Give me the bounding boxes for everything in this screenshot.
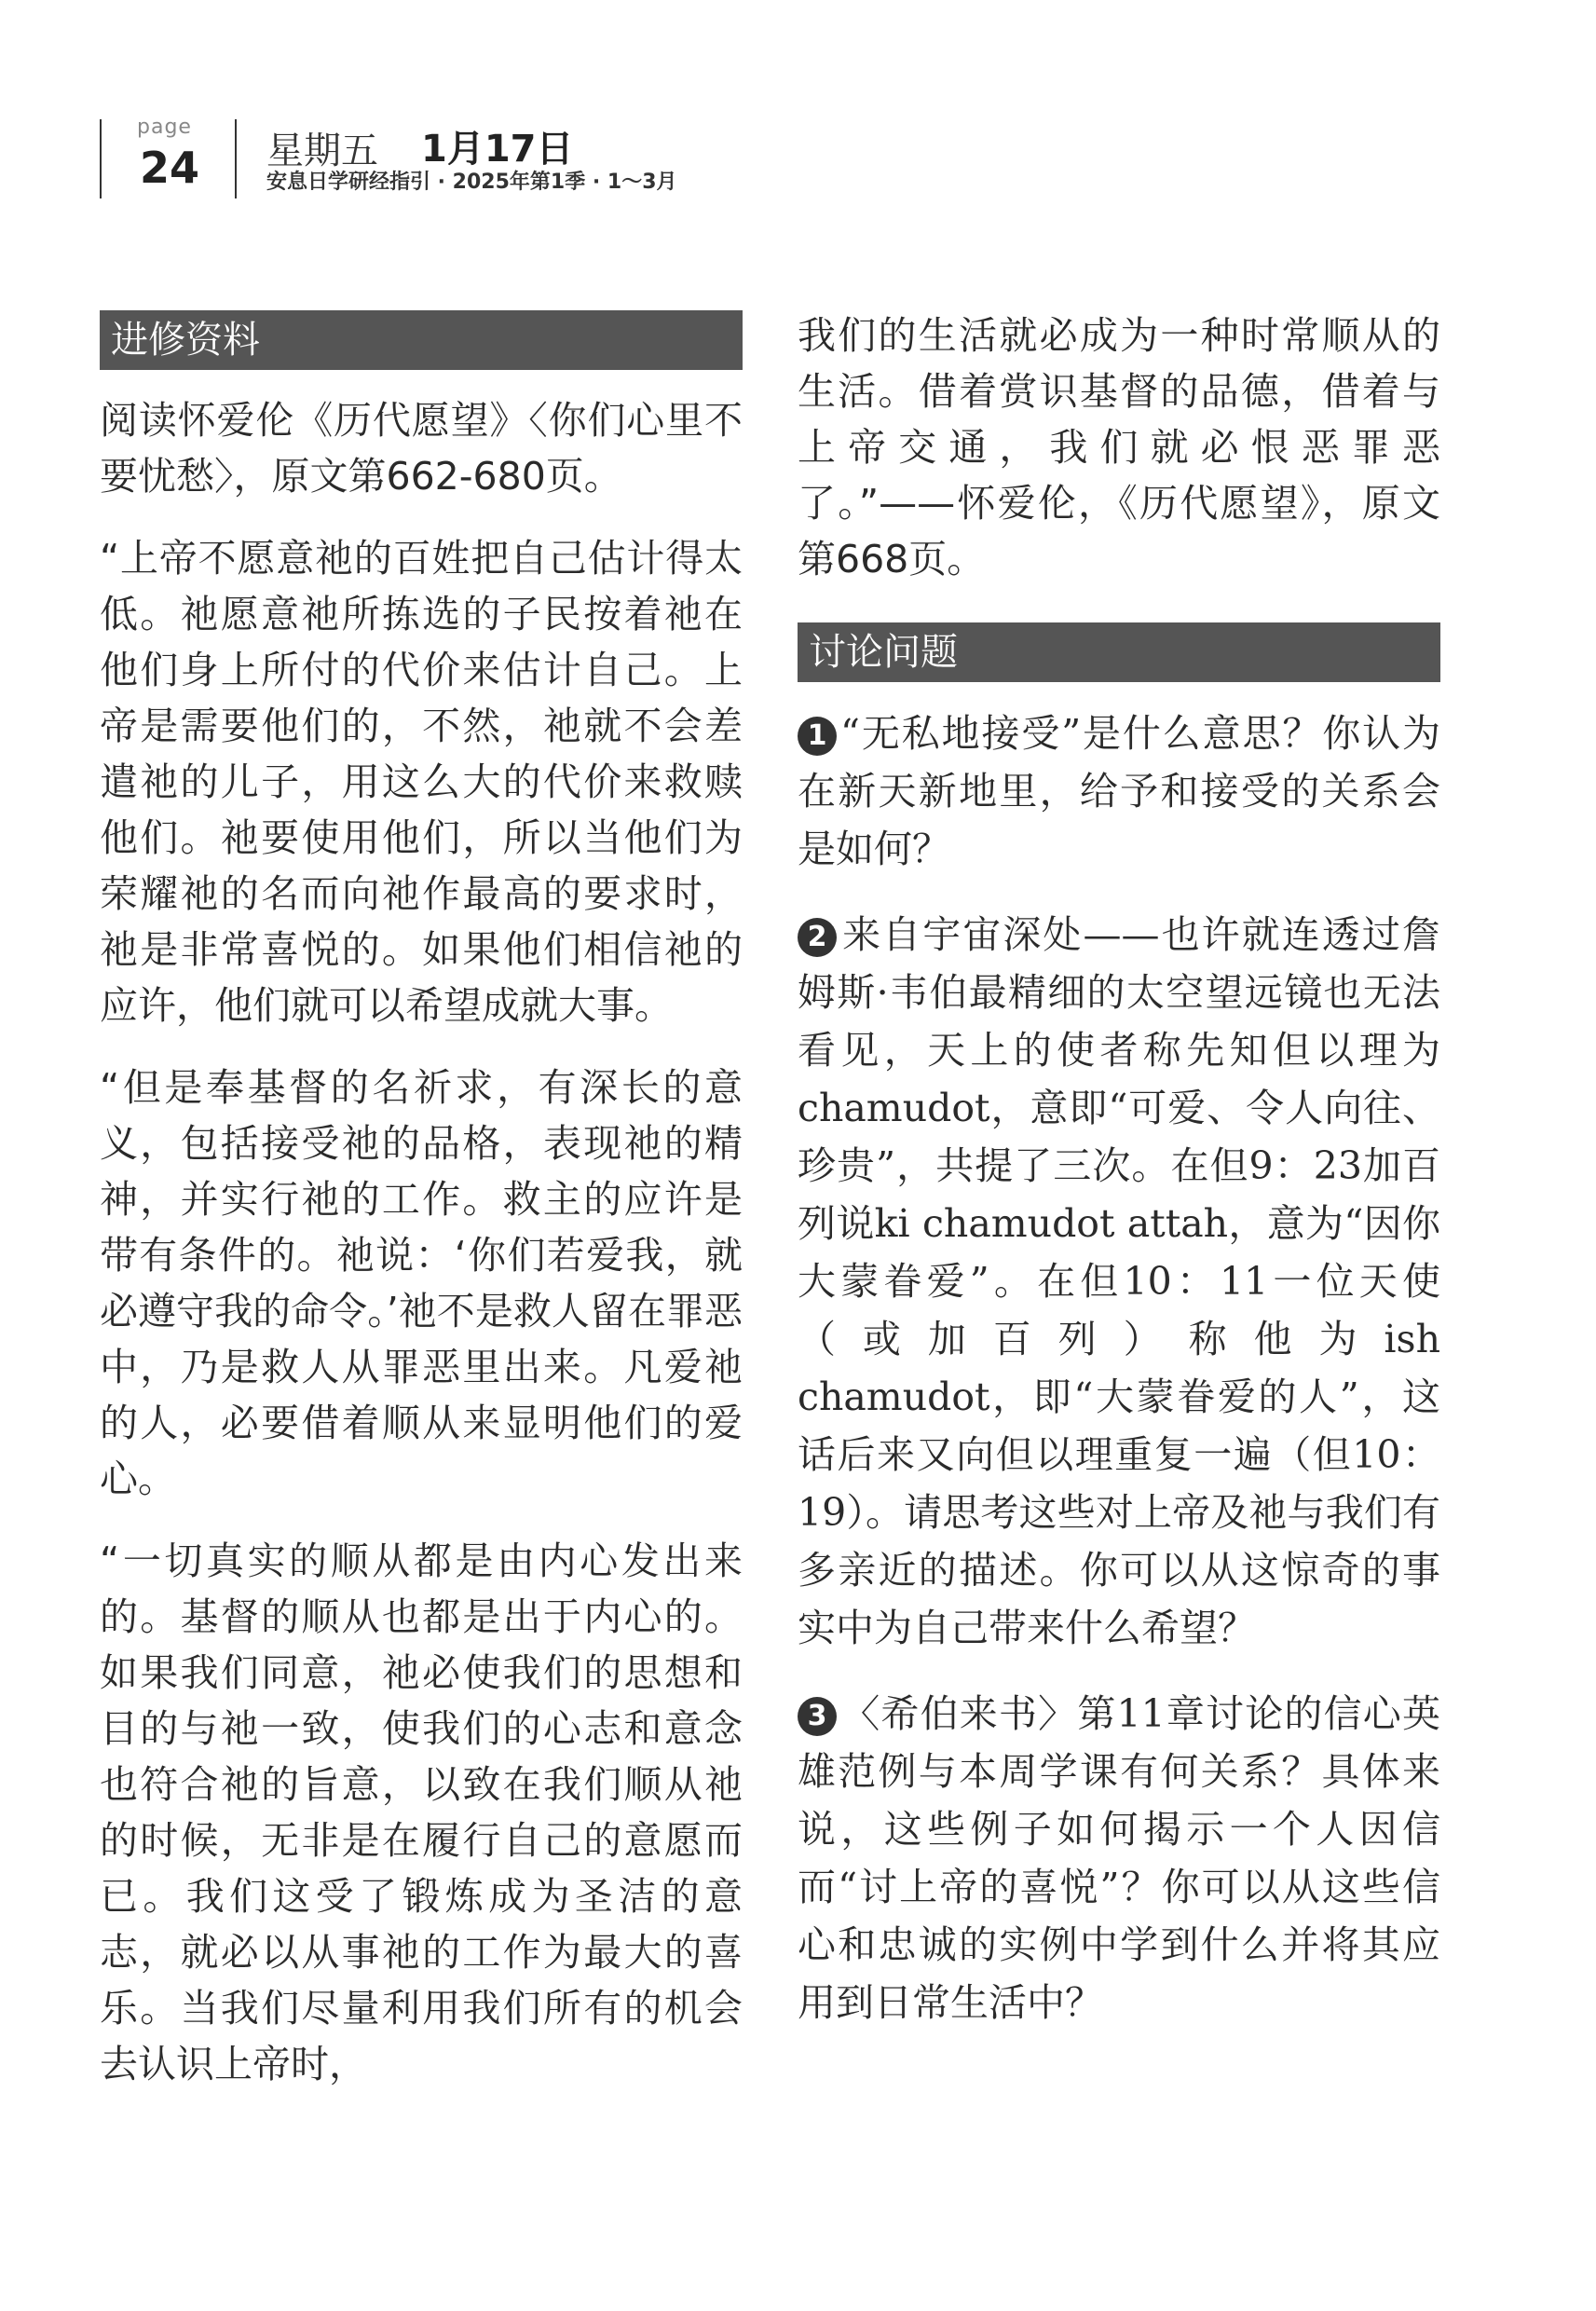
further-study-section xyxy=(100,310,743,2118)
question-number-badge: 3 xyxy=(798,1697,837,1736)
header-divider-right xyxy=(235,119,237,198)
paragraph-continuation: 我们的生活就必成为一种时常顺从的生活。借着赏识基督的品德，借着与上帝交通，我们就必恨恶罪恶了。”——怀爱伦，《历代愿望》，原文第668页。 xyxy=(798,313,1440,581)
paragraph: “一切真实的顺从都是由内心发出来的。基督的顺从也都是出于内心的。如果我们同意，祂必使我们的思想和目的与祂一致，使我们的心志和意念也符合祂的旨意，以致在我们顺从祂的时候，无非是在履行自己的意愿而已。我们这受了锻炼成为圣洁的意志，就必以从事祂的工作为最大的喜乐。当我们尽量利用我们所有的机会去认识上帝时， xyxy=(100,1538,743,2086)
date: 1月17日 xyxy=(421,128,574,171)
right-column xyxy=(798,308,1440,2059)
page-header xyxy=(0,0,1596,214)
question-text: 来自宇宙深处——也许就连透过詹姆斯·韦伯最精细的太空望远镜也无法看见，天上的使者称先知但以理为chamudot，意即“可爱、令人向往、珍贵”，共提了三次。在但9：23加百列说ki chamudot attah，意为“因你大蒙眷爱”。在但10：11一位天使（或加百列）称他为ish chamudot，即“大蒙眷爱的人”，这话后来又向但以理重复一遍（但10：19）。请思考这些对上帝及祂与我们有多亲近的描述。你可以从这惊奇的事实中为自己带来什么希望？ xyxy=(798,912,1440,1650)
question-number-badge: 2 xyxy=(798,918,837,957)
header-subtitle: 安息日学研经指引 · 2025年第1季 · 1～3月 xyxy=(266,171,677,194)
paragraph: “上帝不愿意祂的百姓把自己估计得太低。祂愿意祂所拣选的子民按着祂在他们身上所付的代价来估计自己。上帝是需要他们的，不然，祂就不会差遣祂的儿子，用这么大的代价来救赎他们。祂要使用他们，所以当他们为荣耀祂的名而向祂作最高的要求时，祂是非常喜悦的。如果他们相信祂的应许，他们就可以希望成就大事。 xyxy=(100,536,743,1028)
page-label: page xyxy=(137,116,192,139)
header-divider-left xyxy=(100,119,102,198)
page-number: 24 xyxy=(140,143,200,193)
paragraph: “但是奉基督的名祈求，有深长的意义，包括接受祂的品格，表现祂的精神，并实行祂的工作。救主的应许是带有条件的。祂说：‘你们若爱我，就必遵守我的命令。’祂不是救人留在罪恶中，乃是救人从罪恶里出来。凡爱祂的人，必要借着顺从来显明他们的爱心。 xyxy=(100,1065,743,1501)
discussion-questions xyxy=(798,704,1440,2031)
further-study-continuation xyxy=(798,308,1440,587)
section-title-discussion: 讨论问题 xyxy=(798,622,1440,682)
discussion-question-2 xyxy=(798,906,1440,1657)
question-text: 〈希伯来书〉第11章讨论的信心英雄范例与本周学课有何关系？具体来说，这些例子如何揭示一个人因信而“讨上帝的喜悦”？你可以从这些信心和忠诚的实例中学到什么并将其应用到日常生活中？ xyxy=(798,1691,1440,2025)
weekday: 星期五 xyxy=(266,130,378,172)
question-text: “无私地接受”是什么意思？你认为在新天新地里，给予和接受的关系会是如何？ xyxy=(798,711,1440,871)
section-title-further-study: 进修资料 xyxy=(100,310,743,370)
discussion-question-1 xyxy=(798,704,1440,878)
question-number-badge: 1 xyxy=(798,717,837,756)
paragraph: 阅读怀爱伦《历代愿望》〈你们心里不要忧愁〉，原文第662-680页。 xyxy=(100,398,743,499)
discussion-question-3 xyxy=(798,1685,1440,2031)
